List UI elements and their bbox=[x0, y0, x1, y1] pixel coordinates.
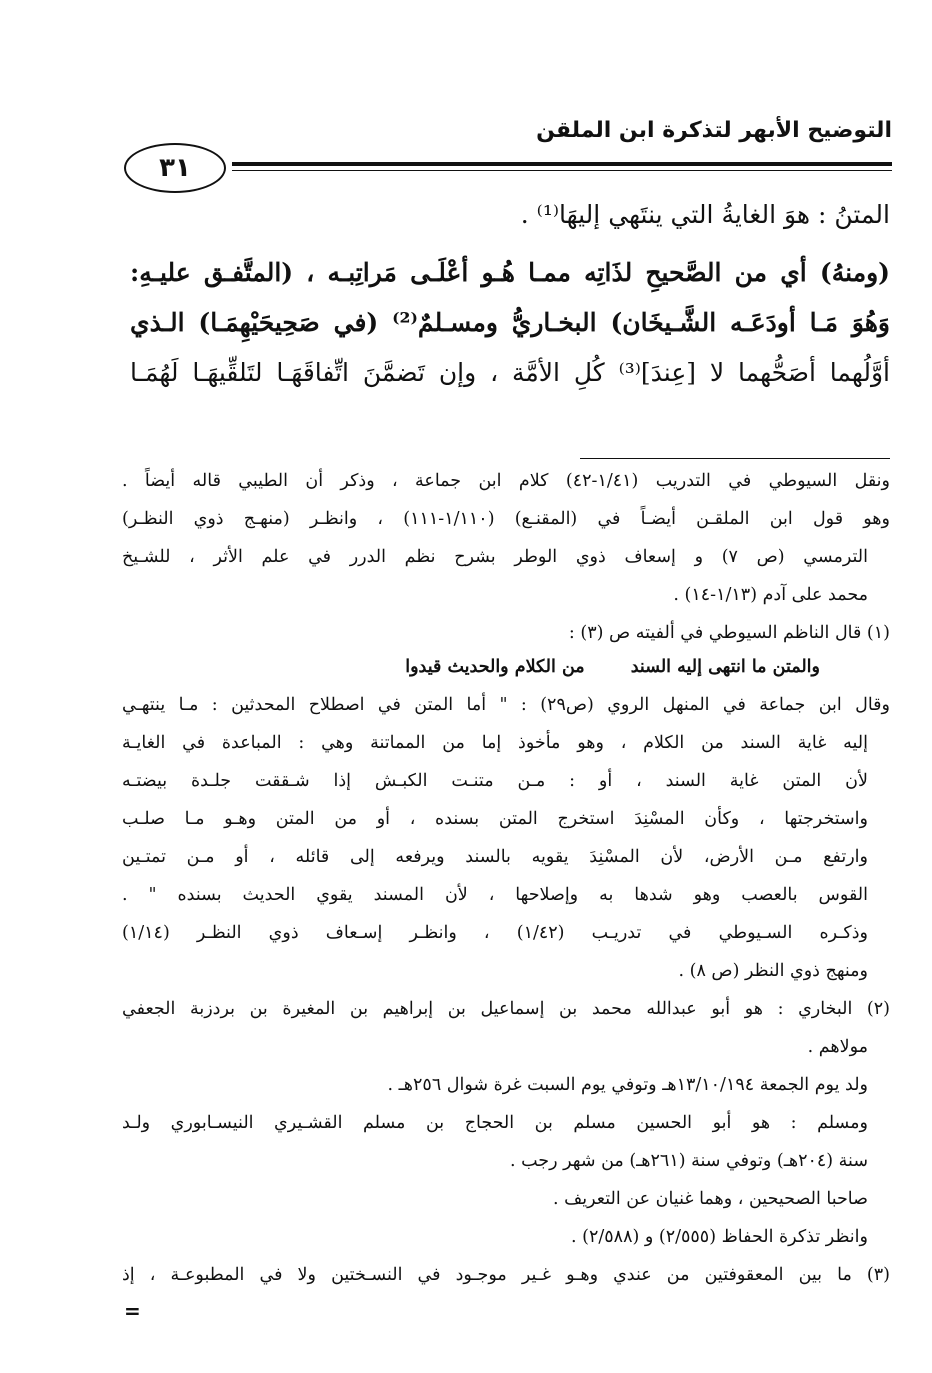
footnote-line: وانظر تذكرة الحفاظ (٢/٥٥٥) و (٢/٥٨٨) . bbox=[571, 1227, 868, 1247]
footnote-line: وذكـره السـيوطي في تدريـب (١/٤٢) ، وانظـر إسـعاف ذوي النظـر (١/١٤) bbox=[122, 923, 869, 943]
footnote-line: ونقل السيوطي في التدريب (١/٤١-٤٢) كلام ابن جماعة ، وذكر أن الطيبي قاله أيضاً . bbox=[122, 471, 891, 491]
footnote-3-line: (٣) ما بين المعقوفتين من عندي وهـو غـير موجـود في النسـختين ولا في المطبوعـة ، إذ bbox=[122, 1265, 890, 1285]
page-number-badge: ٣١ bbox=[124, 143, 226, 193]
footnote-2-line: (٢) البخاري : هو أبو عبدالله محمد بن إسماعيل بن إبراهيم بن المغيرة بن بردزبة الجعفي bbox=[122, 999, 890, 1019]
footnote-line: ومسلم : هو أبو الحسين مسلم بن الحجاج بن مسلم القشـيري النيسـابوري ولـد bbox=[122, 1113, 868, 1133]
footnote-line: الترمسي (ص ٧) و إسعاف ذوي الوطر بشرح نظم الدرر في علم الأثر ، للشـيخ bbox=[122, 547, 869, 567]
footnote-line: وقال ابن جماعة في المنهل الروي (ص٢٩) : " أما المتن في اصطلاح المحدثين : مـا ينتهـي bbox=[122, 695, 891, 715]
footnote-verse bbox=[122, 648, 890, 686]
main-line-2: (ومنهُ) أي من الصَّحيحِ لذَاتِه ممـا هُـو أعْلَـى مَراتِبـه ، (المتَّفـق عليـهِ: bbox=[130, 258, 890, 287]
footnote-line: واستخرجتها ، وكأن المسْنِدَ استخرج المتن بسنده ، أو من المتن وهـو مـا صلـب bbox=[122, 809, 868, 829]
continuation-mark: = bbox=[124, 1299, 141, 1323]
footnote-line: سنة (٢٠٤هـ) وتوفي سنة (٢٦١هـ) من شهر رجب . bbox=[510, 1151, 868, 1171]
verse-hemistich-2: من الكلام والحديث قيدوا bbox=[405, 657, 585, 677]
footnote-1-heading: (١) قال الناظم السيوطي في ألفيته ص (٣) : bbox=[568, 623, 890, 643]
footnote-line: محمد على آدم (١/١٣-١٤) . bbox=[673, 585, 868, 605]
main-line-3: وَهُوَ مَـا أودَعَـه الشَّـيخَان) البخـاريُّ ومسـلمٌ⁽²⁾ (في صَحِيحَيْهِمَـا) الـذي bbox=[130, 308, 890, 337]
footnote-line: ومنهج ذوي النظر (ص ٨) . bbox=[678, 961, 868, 981]
footnote-line: القوس بالعصب وهو شدها به وإصلاحها ، لأن المسند يقوي الحديث بسنده " . bbox=[122, 885, 868, 905]
footnote-line: ولد يوم الجمعة ١٣/١٠/١٩٤هـ وتوفي يوم السبت غرة شوال ٢٥٦هـ . bbox=[387, 1075, 868, 1095]
main-line-1: المتنُ : هوَ الغايةُ التي ينتَهي إليهَا⁽¹⁾ . bbox=[520, 200, 890, 229]
running-header-title: التوضيح الأبهر لتذكرة ابن الملقن bbox=[536, 118, 892, 143]
footnote-line: وهو قول ابن الملقـن أيضـاً في (المقنـع) (١/١١٠-١١١) ، وانظـر (منهـج ذوي النظـر) bbox=[122, 509, 890, 529]
footnote-line: مولاهم . bbox=[807, 1037, 868, 1057]
footnote-line: وارتفع مـن الأرض، لأن المسْنِدَ يقويه بالسند ويرفعه إلى قائله ، أو مـن تمتـين bbox=[122, 847, 868, 867]
footnote-line: لأن المتن غاية السند ، أو : مـن متنـت الكبـش إذا شـققت جلـدة بيضتـه bbox=[122, 771, 868, 791]
header-double-rule bbox=[232, 162, 892, 171]
footnote-line: صاحبا الصحيحين ، وهما غنيان عن التعريف . bbox=[553, 1189, 868, 1209]
footnote-line: إليه غاية السند من الكلام ، وهو مأخوذ إما من المماتنة وهي : المباعدة في الغايـة bbox=[122, 733, 868, 753]
verse-hemistich-1: والمتن ما انتهى إليه السند bbox=[630, 657, 820, 677]
main-line-4: أوَّلُهما أصَحُّهما لا [عِندَ]⁽³⁾ كُلِ الأمَّة ، وإن تَضمَّنَ اتِّفاقَهَـا لتَلقِّيهَـا لَهُمَـا bbox=[130, 358, 891, 387]
footnote-separator bbox=[580, 458, 890, 459]
